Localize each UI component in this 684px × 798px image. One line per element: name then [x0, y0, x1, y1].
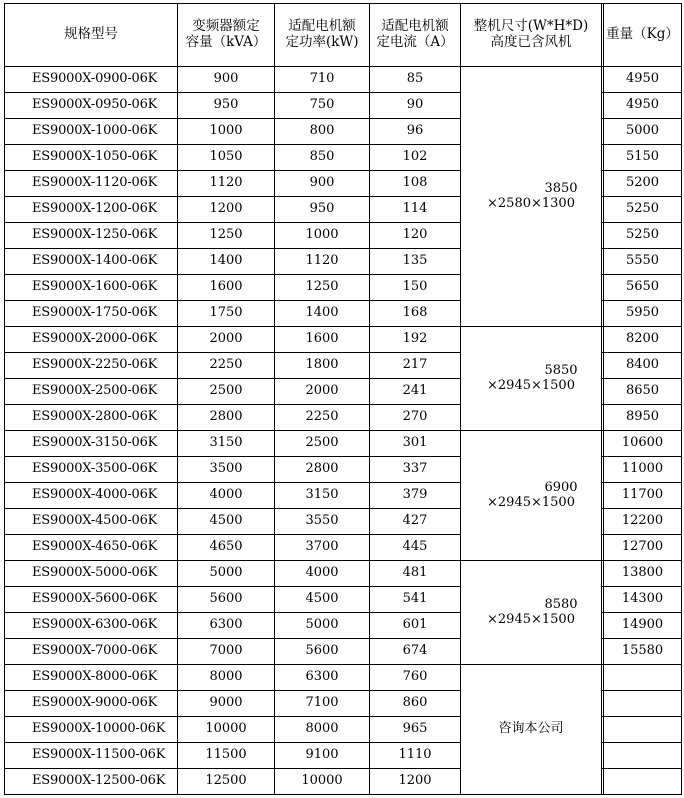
kw-cell: 2800 — [275, 457, 370, 483]
kw-cell: 1600 — [275, 327, 370, 353]
dimension-width: 6900 — [544, 479, 578, 495]
weight-cell: 4950 — [604, 93, 682, 119]
amp-cell: 192 — [370, 327, 461, 353]
model-cell: ES9000X-1120-06K — [4, 171, 178, 197]
amp-cell: 1200 — [370, 769, 461, 795]
model-cell: ES9000X-9000-06K — [4, 691, 178, 717]
amp-cell: 108 — [370, 171, 461, 197]
amp-cell: 337 — [370, 457, 461, 483]
kw-cell: 4500 — [275, 587, 370, 613]
kw-cell: 3700 — [275, 535, 370, 561]
weight-cell: 5000 — [604, 119, 682, 145]
amp-cell: 102 — [370, 145, 461, 171]
kva-cell: 8000 — [178, 665, 275, 691]
table-row — [4, 665, 682, 691]
amp-cell: 601 — [370, 613, 461, 639]
amp-cell: 90 — [370, 93, 461, 119]
table-row — [4, 431, 682, 457]
kva-cell: 1750 — [178, 301, 275, 327]
kva-cell: 2500 — [178, 379, 275, 405]
kw-cell: 1120 — [275, 249, 370, 275]
model-cell: ES9000X-5600-06K — [4, 587, 178, 613]
weight-cell — [604, 665, 682, 691]
kw-cell: 10000 — [275, 769, 370, 795]
kw-cell: 7100 — [275, 691, 370, 717]
kva-cell: 900 — [178, 67, 275, 93]
dimension-height-depth: ×2580×1300 — [487, 195, 575, 211]
kw-cell: 1800 — [275, 353, 370, 379]
kva-cell: 1400 — [178, 249, 275, 275]
kva-cell: 5000 — [178, 561, 275, 587]
kva-cell: 950 — [178, 93, 275, 119]
model-cell: ES9000X-1000-06K — [4, 119, 178, 145]
model-cell: ES9000X-2500-06K — [4, 379, 178, 405]
kva-cell: 7000 — [178, 639, 275, 665]
dimension-width: 3850 — [544, 180, 578, 196]
kva-cell: 11500 — [178, 743, 275, 769]
weight-cell: 14300 — [604, 587, 682, 613]
weight-cell: 14900 — [604, 613, 682, 639]
amp-cell: 379 — [370, 483, 461, 509]
table-row — [4, 561, 682, 587]
dimension-cell — [461, 67, 602, 327]
amp-cell: 427 — [370, 509, 461, 535]
amp-cell: 760 — [370, 665, 461, 691]
model-cell: ES9000X-2250-06K — [4, 353, 178, 379]
kva-cell: 1120 — [178, 171, 275, 197]
model-cell: ES9000X-1600-06K — [4, 275, 178, 301]
kva-cell: 1000 — [178, 119, 275, 145]
weight-cell: 8400 — [604, 353, 682, 379]
dimension-width: 8580 — [544, 596, 578, 612]
table-row — [4, 67, 682, 93]
header-amp: 适配电机额 定电流（A） — [370, 3, 461, 67]
model-cell: ES9000X-1050-06K — [4, 145, 178, 171]
header-dimensions: 整机尺寸(W*H*D) 高度已含风机 — [461, 3, 602, 67]
weight-cell — [604, 769, 682, 795]
amp-cell: 120 — [370, 223, 461, 249]
model-cell: ES9000X-2000-06K — [4, 327, 178, 353]
kw-cell: 2500 — [275, 431, 370, 457]
kva-cell: 1050 — [178, 145, 275, 171]
header-row — [4, 3, 682, 67]
model-cell: ES9000X-7000-06K — [4, 639, 178, 665]
kw-cell: 1000 — [275, 223, 370, 249]
dimension-height-depth: ×2945×1500 — [487, 611, 575, 627]
kw-cell: 3550 — [275, 509, 370, 535]
kva-cell: 3150 — [178, 431, 275, 457]
weight-cell: 4950 — [604, 67, 682, 93]
amp-cell: 241 — [370, 379, 461, 405]
amp-cell: 481 — [370, 561, 461, 587]
model-cell: ES9000X-5000-06K — [4, 561, 178, 587]
model-cell: ES9000X-1750-06K — [4, 301, 178, 327]
amp-cell: 168 — [370, 301, 461, 327]
kw-cell: 8000 — [275, 717, 370, 743]
amp-cell: 150 — [370, 275, 461, 301]
kw-cell: 1400 — [275, 301, 370, 327]
kva-cell: 4650 — [178, 535, 275, 561]
model-cell: ES9000X-11500-06K — [4, 743, 178, 769]
dimension-height-depth: 咨询本公司 — [498, 721, 564, 737]
model-cell: ES9000X-12500-06K — [4, 769, 178, 795]
kw-cell: 9100 — [275, 743, 370, 769]
amp-cell: 270 — [370, 405, 461, 431]
kva-cell: 5600 — [178, 587, 275, 613]
model-cell: ES9000X-1400-06K — [4, 249, 178, 275]
model-cell: ES9000X-3150-06K — [4, 431, 178, 457]
amp-cell: 965 — [370, 717, 461, 743]
weight-cell: 8650 — [604, 379, 682, 405]
kw-cell: 850 — [275, 145, 370, 171]
kva-cell: 1600 — [178, 275, 275, 301]
kw-cell: 6300 — [275, 665, 370, 691]
amp-cell: 114 — [370, 197, 461, 223]
amp-cell: 1110 — [370, 743, 461, 769]
kva-cell: 3500 — [178, 457, 275, 483]
weight-cell: 12700 — [604, 535, 682, 561]
weight-cell: 11000 — [604, 457, 682, 483]
amp-cell: 217 — [370, 353, 461, 379]
model-cell: ES9000X-10000-06K — [4, 717, 178, 743]
spec-table — [4, 3, 682, 795]
kva-cell: 2250 — [178, 353, 275, 379]
kw-cell: 3150 — [275, 483, 370, 509]
dimension-cell — [461, 327, 602, 431]
dimension-cell — [461, 431, 602, 561]
kva-cell: 9000 — [178, 691, 275, 717]
header-weight: 重量（Kg） — [604, 3, 682, 67]
weight-cell: 13800 — [604, 561, 682, 587]
kw-cell: 710 — [275, 67, 370, 93]
amp-cell: 541 — [370, 587, 461, 613]
weight-cell: 5250 — [604, 197, 682, 223]
weight-cell: 5200 — [604, 171, 682, 197]
model-cell: ES9000X-0900-06K — [4, 67, 178, 93]
weight-cell: 10600 — [604, 431, 682, 457]
table-body — [4, 67, 682, 795]
kva-cell: 10000 — [178, 717, 275, 743]
model-cell: ES9000X-0950-06K — [4, 93, 178, 119]
amp-cell: 301 — [370, 431, 461, 457]
dimension-cell — [461, 665, 602, 795]
model-cell: ES9000X-4650-06K — [4, 535, 178, 561]
amp-cell: 445 — [370, 535, 461, 561]
kva-cell: 1200 — [178, 197, 275, 223]
kw-cell: 2000 — [275, 379, 370, 405]
header-kva: 变频器额定 容量（kVA） — [178, 3, 275, 67]
kw-cell: 950 — [275, 197, 370, 223]
kw-cell: 900 — [275, 171, 370, 197]
weight-cell: 8950 — [604, 405, 682, 431]
amp-cell: 135 — [370, 249, 461, 275]
weight-cell: 5650 — [604, 275, 682, 301]
kw-cell: 1250 — [275, 275, 370, 301]
model-cell: ES9000X-3500-06K — [4, 457, 178, 483]
kva-cell: 2800 — [178, 405, 275, 431]
weight-cell: 15580 — [604, 639, 682, 665]
model-cell: ES9000X-4000-06K — [4, 483, 178, 509]
kw-cell: 750 — [275, 93, 370, 119]
dimension-height-depth: ×2945×1500 — [487, 494, 575, 510]
weight-cell: 5250 — [604, 223, 682, 249]
kw-cell: 2250 — [275, 405, 370, 431]
model-cell: ES9000X-2800-06K — [4, 405, 178, 431]
amp-cell: 96 — [370, 119, 461, 145]
weight-cell: 5950 — [604, 301, 682, 327]
weight-cell — [604, 717, 682, 743]
table-row — [4, 327, 682, 353]
weight-cell: 5550 — [604, 249, 682, 275]
model-cell: ES9000X-1250-06K — [4, 223, 178, 249]
kva-cell: 4500 — [178, 509, 275, 535]
kva-cell: 12500 — [178, 769, 275, 795]
weight-cell: 8200 — [604, 327, 682, 353]
weight-cell — [604, 691, 682, 717]
dimension-cell — [461, 561, 602, 665]
weight-cell: 12200 — [604, 509, 682, 535]
model-cell: ES9000X-8000-06K — [4, 665, 178, 691]
kva-cell: 4000 — [178, 483, 275, 509]
kva-cell: 6300 — [178, 613, 275, 639]
header-model: 规格型号 — [4, 3, 178, 67]
model-cell: ES9000X-4500-06K — [4, 509, 178, 535]
kw-cell: 4000 — [275, 561, 370, 587]
kw-cell: 800 — [275, 119, 370, 145]
amp-cell: 674 — [370, 639, 461, 665]
model-cell: ES9000X-1200-06K — [4, 197, 178, 223]
amp-cell: 85 — [370, 67, 461, 93]
kw-cell: 5600 — [275, 639, 370, 665]
dimension-height-depth: ×2945×1500 — [487, 377, 575, 393]
header-kw: 适配电机额 定功率(kW) — [275, 3, 370, 67]
kw-cell: 5000 — [275, 613, 370, 639]
weight-cell: 5150 — [604, 145, 682, 171]
weight-cell — [604, 743, 682, 769]
weight-cell: 11700 — [604, 483, 682, 509]
kva-cell: 1250 — [178, 223, 275, 249]
amp-cell: 860 — [370, 691, 461, 717]
dimension-width: 5850 — [544, 362, 578, 378]
kva-cell: 2000 — [178, 327, 275, 353]
model-cell: ES9000X-6300-06K — [4, 613, 178, 639]
